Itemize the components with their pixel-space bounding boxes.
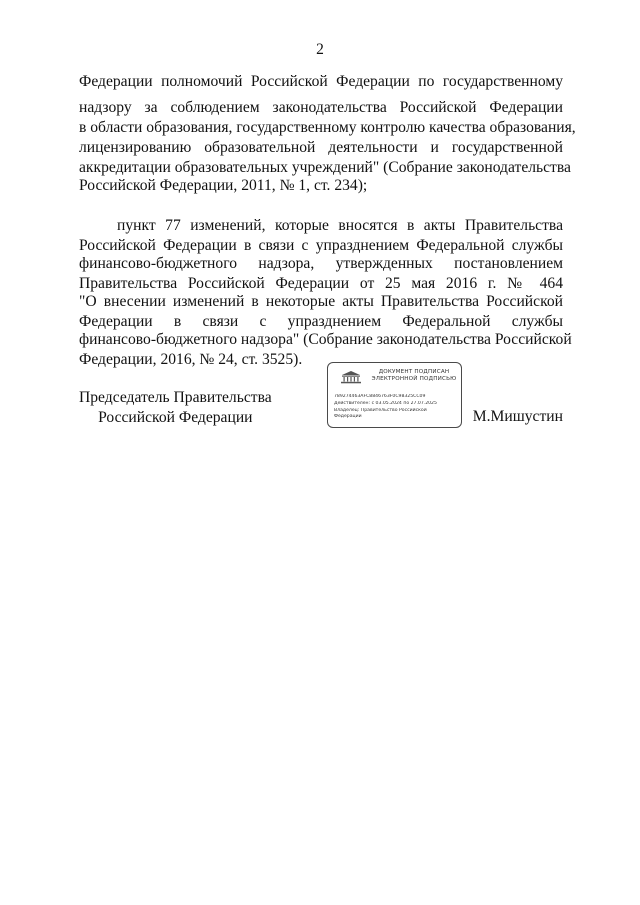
page-number: 2 <box>316 41 324 58</box>
certificate-owner: Владелец: Правительство Российской <box>334 408 427 413</box>
text-line: финансово-бюджетного надзора, утвержденных постановлением <box>79 255 563 272</box>
text-line: Федерации, 2016, № 24, ст. 3525). <box>79 351 303 368</box>
signatory-position <box>79 388 272 427</box>
text-line: Российской Федерации в связи с упразднением Федеральной службы <box>79 237 563 254</box>
position-line: Председатель Правительства <box>79 389 272 406</box>
certificate-validity: Действителен: с 03.05.2024 по 27.07.2025 <box>334 401 437 406</box>
certificate-owner: Федерации <box>334 414 362 419</box>
text-line: Российской Федерации, 2011, № 1, ст. 234); <box>79 177 368 194</box>
signatory-name: М.Мишустин <box>472 408 563 425</box>
text-line: надзору за соблюдением законодательства Российской Федерации <box>79 99 563 116</box>
electronic-signature-stamp <box>327 362 462 428</box>
stamp-title-line: ЭЛЕКТРОННОЙ ПОДПИСЬЮ <box>371 376 457 382</box>
position-line: Российской Федерации <box>98 408 253 426</box>
text-line: финансово-бюджетного надзора" (Собрание законодательства Российской <box>79 331 572 348</box>
text-line: лицензированию образовательной деятельности и государственной <box>79 139 563 156</box>
text-line: пункт 77 изменений, которые вносятся в акты Правительства <box>117 217 563 234</box>
text-line: Федерации полномочий Российской Федерации по государственному <box>79 73 563 90</box>
text-line: "О внесении изменений в некоторые акты Правительства Российской <box>79 293 563 310</box>
text-line: в области образования, государственному контролю качества образования, <box>79 119 576 136</box>
certificate-number: 789274463AFC8846763F0C98325CC09 <box>334 394 426 399</box>
stamp-title-line: ДОКУМЕНТ ПОДПИСАН <box>378 369 450 375</box>
text-line: Правительства Российской Федерации от 25 мая 2016 г. № 464 <box>79 275 563 292</box>
text-line: аккредитации образовательных учреждений" (Собрание законодательства <box>79 159 571 176</box>
text-line: Федерации в связи с упразднением Федеральной службы <box>79 313 563 330</box>
stamp-title <box>370 369 458 383</box>
government-building-icon <box>338 370 364 384</box>
